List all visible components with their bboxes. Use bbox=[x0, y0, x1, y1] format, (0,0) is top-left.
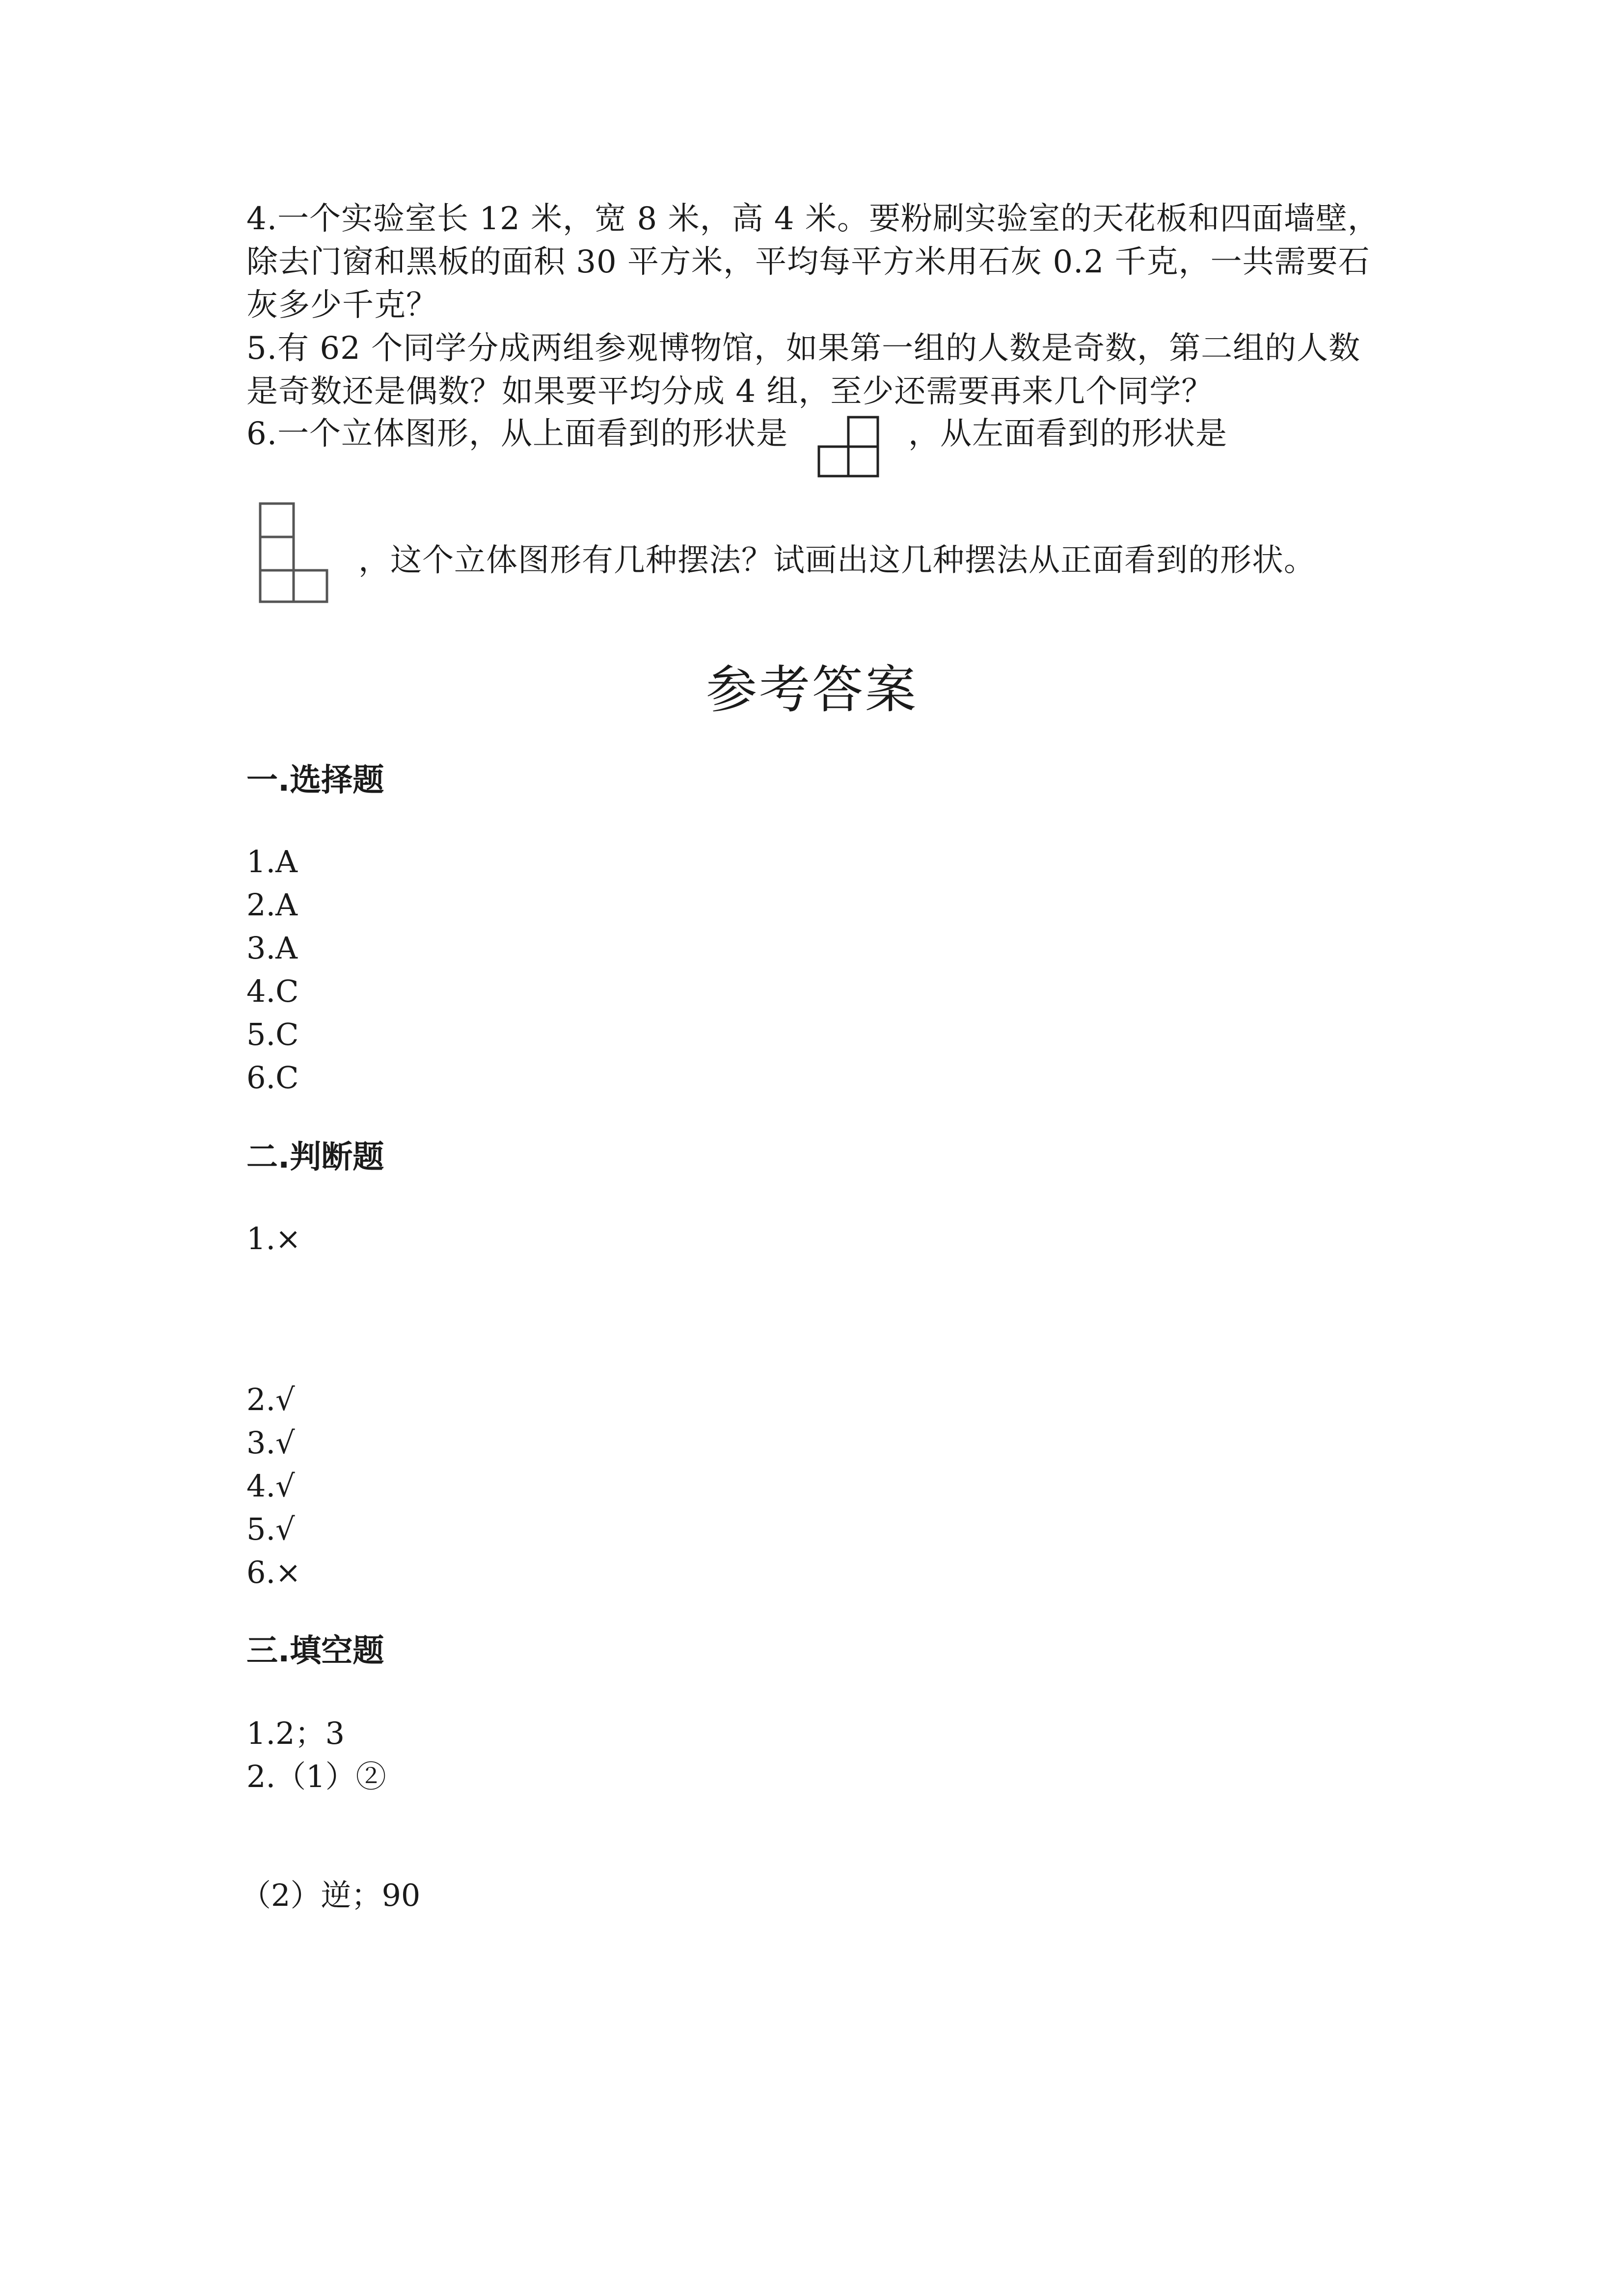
answer-item: 1.2；3 bbox=[246, 1715, 345, 1751]
answer-item: 1.× bbox=[246, 1221, 301, 1256]
answer-item: 1.A bbox=[246, 844, 298, 880]
answer-item: 2.√ bbox=[246, 1382, 295, 1417]
answer-item: 6.C bbox=[246, 1060, 299, 1095]
question-4-line-2: 除去门窗和黑板的面积 30 平方米，平均每平方米用石灰 0.2 千克，一共需要石 bbox=[246, 244, 1370, 280]
section-heading-choice: 一.选择题 bbox=[246, 762, 384, 799]
section-heading-judge: 二.判断题 bbox=[246, 1139, 384, 1175]
question-5-line-2: 是奇数还是偶数？如果要平均分成 4 组，至少还需要再来几个同学？ bbox=[246, 374, 1214, 410]
answer-item: 2.（1）② bbox=[246, 1759, 386, 1794]
answer-item: 5.C bbox=[246, 1016, 299, 1052]
question-5-line-1: 5.有 62 个同学分成两组参观博物馆，如果第一组的人数是奇数，第二组的人数 bbox=[246, 330, 1361, 367]
answer-title: 参考答案 bbox=[705, 660, 918, 720]
answer-item: （2）逆；90 bbox=[241, 1877, 421, 1913]
answer-item: 6.× bbox=[246, 1554, 301, 1590]
answer-item: 3.A bbox=[246, 930, 298, 966]
question-6-text-part-2: ，从左面看到的形状是 bbox=[908, 416, 1227, 452]
answer-item: 3.√ bbox=[246, 1425, 295, 1461]
answer-item: 5.√ bbox=[246, 1511, 295, 1547]
answer-item: 2.A bbox=[246, 887, 298, 923]
question-4-line-3: 灰多少千克？ bbox=[246, 287, 438, 323]
question-4-line-1: 4.一个实验室长 12 米，宽 8 米，高 4 米。要粉刷实验室的天花板和四面墙壁， bbox=[246, 201, 1380, 237]
section-heading-fill: 三.填空题 bbox=[246, 1633, 384, 1669]
left-view-figure bbox=[258, 502, 332, 605]
answer-item: 4.C bbox=[246, 973, 299, 1009]
top-view-figure bbox=[817, 415, 881, 479]
question-6-text-part-3: ，这个立体图形有几种摆法？试画出这几种摆法从正面看到的形状。 bbox=[358, 542, 1316, 579]
question-6-text-part-1: 6.一个立体图形，从上面看到的形状是 bbox=[246, 416, 788, 452]
answer-item: 4.√ bbox=[246, 1468, 295, 1504]
